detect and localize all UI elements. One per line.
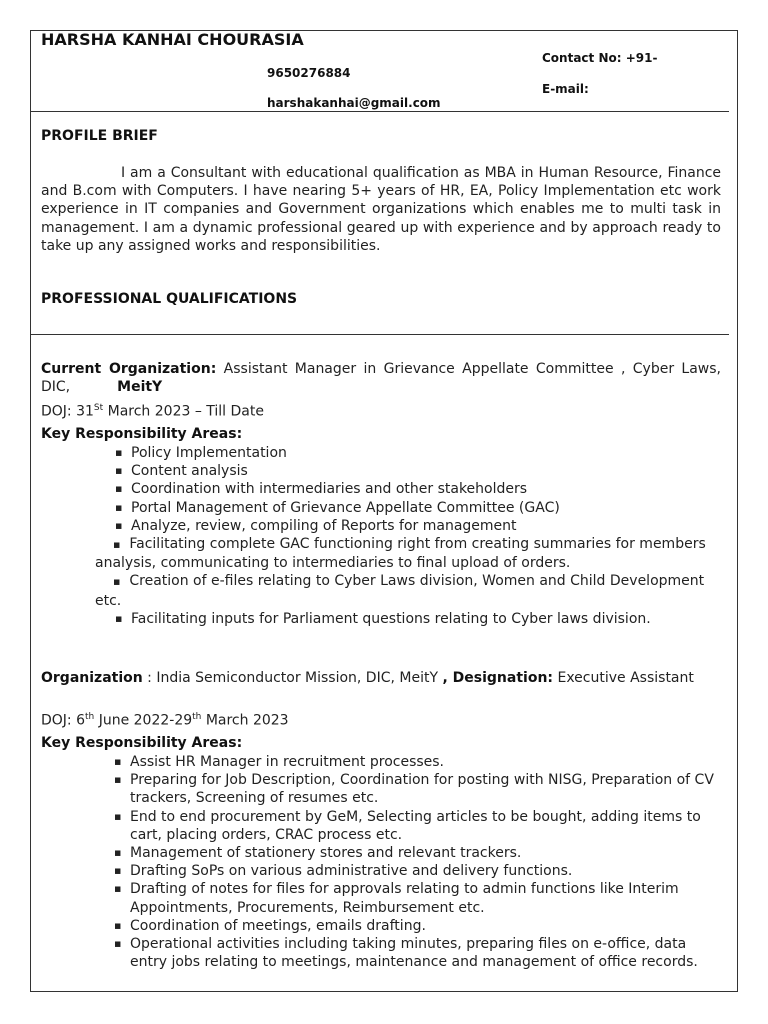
profile-heading: PROFILE BRIEF xyxy=(41,128,158,144)
job1-kra-heading: Key Responsibility Areas: xyxy=(41,426,243,442)
job2-org-label: Organization xyxy=(41,670,143,686)
list-item: ▪ Facilitating inputs for Parliament questions relating to Cyber laws division. xyxy=(115,610,651,627)
list-item: ▪ Operational activities including taking minutes, preparing files on e-office, data entry jobs relating to meetings, maintenance and management of office records. xyxy=(114,936,698,971)
job2-org-text: : India Semiconductor Mission, DIC, MeitY xyxy=(142,670,443,686)
list-item: ▪ Policy Implementation xyxy=(115,445,287,461)
email-address: harshakanhai@gmail.com xyxy=(267,96,441,110)
list-item: ▪ Content analysis xyxy=(115,463,248,480)
list-item: ▪ Management of stationery stores and relevant trackers. xyxy=(114,845,522,862)
list-item: ▪ Coordination of meetings, emails drafting. xyxy=(114,917,426,934)
list-item: ▪ End to end procurement by GeM, Selecting articles to be bought, adding items to cart, placing orders, CRAC process etc. xyxy=(114,808,701,843)
section-divider xyxy=(31,334,729,335)
contact-label: Contact No: +91- xyxy=(542,51,658,65)
list-item: ▪ Assist HR Manager in recruitment processes. xyxy=(114,754,445,770)
job2-designation-label: , Designation: xyxy=(442,670,554,686)
job1-org-label: Current Organization: xyxy=(41,361,217,377)
job2-designation: Executive Assistant xyxy=(553,670,694,686)
job2-organization xyxy=(41,669,721,687)
list-item: ▪ Drafting of notes for files for approvals relating to admin functions like Interim Appointments, Procurements, Reimbursement etc. xyxy=(114,881,679,916)
job1-org-ministry: MeitY xyxy=(117,379,163,395)
list-item: ▪ Drafting SoPs on various administrative and delivery functions. xyxy=(114,863,573,880)
job1-doj-sup: St xyxy=(93,403,104,413)
resume-page xyxy=(30,30,738,992)
job1-doj-suffix: March 2023 – Till Date xyxy=(103,403,264,420)
job1-doj-prefix: DOJ: 31 xyxy=(41,403,94,420)
job1-org-text: Assistant Manager in Grievance Appellate Committee , Cyber Laws, DIC, xyxy=(41,361,722,395)
job1-doj xyxy=(41,403,264,420)
job1-responsibilities xyxy=(95,444,713,628)
list-item: ▪ Portal Management of Grievance Appellate Committee (GAC) xyxy=(115,499,560,516)
phone-number: 9650276884 xyxy=(267,66,351,80)
job2-responsibilities xyxy=(113,753,723,971)
header-divider xyxy=(31,111,729,112)
email-label: E-mail: xyxy=(542,82,589,96)
job1-organization xyxy=(41,360,721,396)
candidate-name: HARSHA KANHAI CHOURASIA xyxy=(41,30,304,49)
profile-text xyxy=(41,164,721,255)
list-item: ▪ Creation of e-files relating to Cyber Laws division, Women and Child Development etc. xyxy=(95,573,705,609)
profile-text-body: I am a Consultant with educational qualification as MBA in Human Resource, Finance and B.com with Computers. I have nearing 5+ years of HR, EA, Policy Implementation etc work experience in IT companies and Government organizations which enables me to multi task in management. I am a dynamic professional geared up with experience and by approach ready to take up any assigned works and responsibilities. xyxy=(41,165,721,254)
list-item: ▪ Facilitating complete GAC functioning right from creating summaries for members analysis, communicating to intermediaries to final upload of orders. xyxy=(95,536,706,572)
list-item: ▪ Coordination with intermediaries and other stakeholders xyxy=(115,481,528,498)
list-item: ▪ Analyze, review, compiling of Reports for management xyxy=(115,517,517,534)
list-item: ▪ Preparing for Job Description, Coordination for posting with NISG, Preparation of CV trackers, Screening of resumes etc. xyxy=(114,772,714,807)
job2-doj: DOJ: 6th June 2022-29th March 2023 xyxy=(41,712,289,729)
job2-kra-heading: Key Responsibility Areas: xyxy=(41,735,243,751)
qualifications-heading: PROFESSIONAL QUALIFICATIONS xyxy=(41,291,298,307)
